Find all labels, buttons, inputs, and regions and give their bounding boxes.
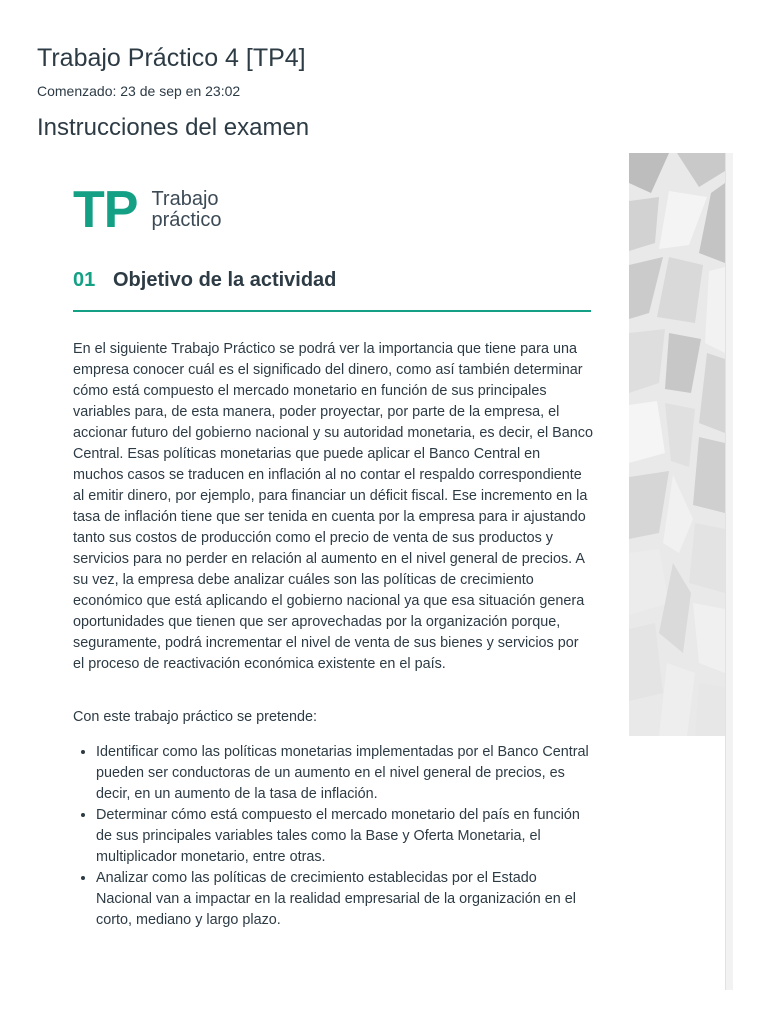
tp-logo-word-2: práctico <box>151 209 222 231</box>
instructions-heading: Instrucciones del examen <box>37 114 310 141</box>
tp-logo-text <box>151 189 221 231</box>
objective-number: 01 <box>73 269 96 291</box>
objective-header <box>73 269 591 312</box>
tp-logo <box>73 180 593 240</box>
list-item: • Analizar como las políticas de crecimiento establecidas por el Estado Nacional van a impactar en la realidad empresarial de la organización en el corto, mediano y largo plazo. <box>96 868 593 931</box>
instructions-content <box>73 180 593 931</box>
list-item: • Determinar cómo está compuesto el mercado monetario del país en función de sus principales variables tales como la Base y Oferta Monetaria, el multiplicador monetario, entre otras. <box>96 805 593 868</box>
list-item: • Identificar como las políticas monetarias implementadas por el Banco Central pueden ser conductoras de un aumento en el nivel general de precios, es decir, en un aumento de la tasa de inflación. <box>96 742 593 805</box>
tp-logo-word-1: Trabajo <box>151 188 219 210</box>
objective-title: Objetivo de la actividad <box>113 269 337 291</box>
decorative-pattern-image <box>629 153 725 736</box>
page-title: Trabajo Práctico 4 [TP4] <box>37 44 306 72</box>
started-timestamp: Comenzado: 23 de sep en 23:02 <box>37 83 241 99</box>
intro-text: Con este trabajo práctico se pretende: <box>73 709 317 725</box>
objective-paragraph: En el siguiente Trabajo Práctico se podrá ver la importancia que tiene para una empresa conocer cuál es el significado del dinero, como así también determinar cómo está compuesto el mercado monetario en función de sus principales variables para, de esta manera, poder proyectar, por parte de la empresa, el accionar futuro del gobierno nacional y su autoridad monetaria, es decir, el Banco Central. Esas políticas monetarias que puede aplicar el Banco Central en muchos casos se traducen en inflación al no contar el respaldo correspondiente al emitir dinero, por ejemplo, para financiar un déficit fiscal. Ese incremento en la tasa de inflación tiene que ser tenida en cuenta por la empresa para ir ajustando tanto sus costos de producción como el precio de venta de sus productos y servicios para no perder en relación al aumento en el nivel general de precios. A su vez, la empresa debe analizar cuáles son las políticas de crecimiento económico que está aplicando el gobierno nacional ya que esa situación genera oportunidades que tienen que ser aprovechadas por la organización porque, seguramente, podrá incrementar el nivel de venta de sus bienes y servicios por el proceso de reactivación económica existente en el país. <box>73 341 593 672</box>
tp-logo-mark: TP <box>73 181 138 239</box>
scrollbar[interactable] <box>725 153 733 990</box>
goals-list <box>73 742 593 931</box>
